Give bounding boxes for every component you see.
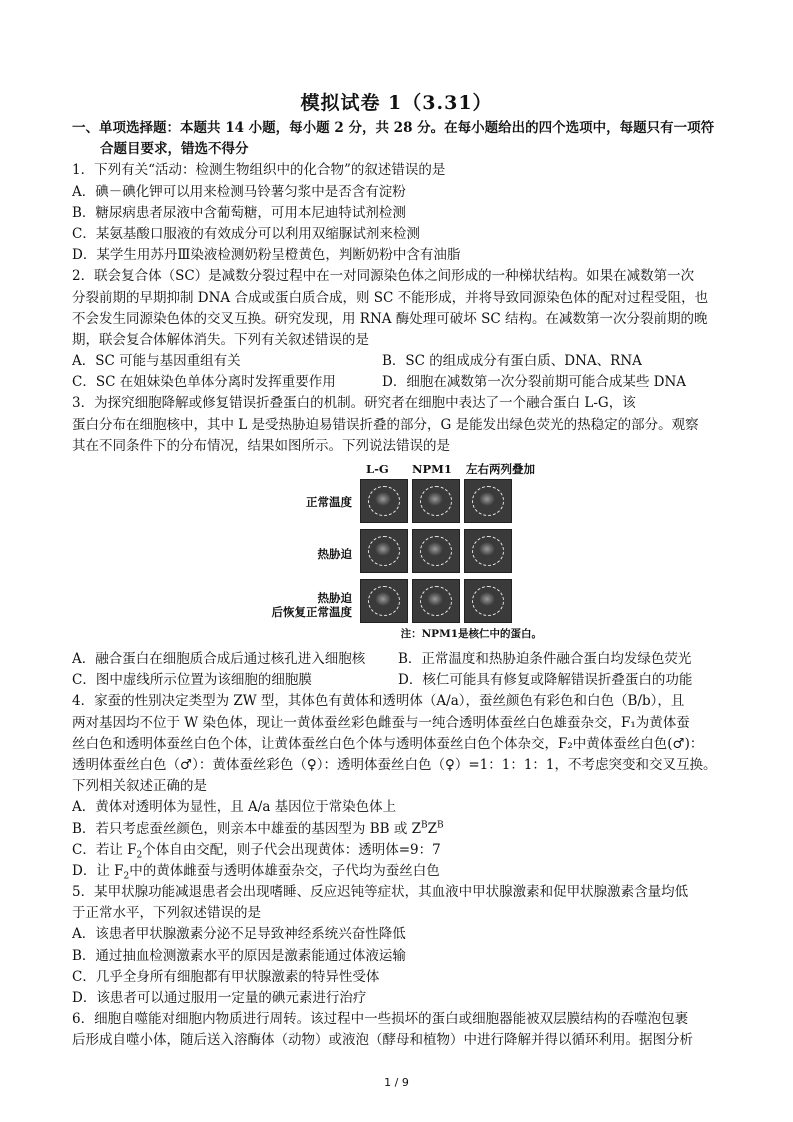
cell-image (412, 579, 460, 623)
fig-note: 注：NPM1是核仁中的蛋白。 (400, 627, 542, 640)
cell-image (360, 579, 408, 623)
q3-stem-line1: 3．为探究细胞降解或修复错误折叠蛋白的机制。研究者在细胞中表达了一个融合蛋白 L-G，该 (72, 395, 636, 412)
q6-stem-line2: 后形成自噬小体，随后送入溶酶体（动物）或液泡（酵母和植物）中进行降解并得以循环利用。据图分析 (72, 1032, 693, 1049)
page-title: 模拟试卷 1（3.31） (300, 92, 493, 114)
q1-option-d: D．某学生用苏丹Ⅲ染液检测奶粉呈橙黄色，判断奶粉中含有油脂 (72, 247, 461, 264)
q1-option-c: C．某氨基酸口服液的有效成分可以利用双缩脲试剂来检测 (72, 225, 420, 242)
q3-options-cd (72, 670, 724, 691)
q4-option-a: A．黄体对透明体为显性，且 A/a 基因位于常染色体上 (72, 799, 397, 816)
q2-stem-line3: 不会发生同源染色体的交叉互换。研究发现，用 RNA 酶处理可破坏 SC 结构。在减数第一次分裂前期的晚 (72, 310, 708, 327)
q5-option-a: A．该患者甲状腺激素分泌不足导致神经系统兴奋性降低 (72, 926, 406, 943)
cell-image (360, 529, 408, 573)
q5-option-d: D．该患者可以通过服用一定量的碘元素进行治疗 (72, 990, 367, 1006)
q3-stem-line2: 蛋白分布在细胞核中，其中 L 是受热胁迫易错误折叠的部分，G 是能发出绿色荧光的热稳定的部分。观察 (72, 416, 699, 433)
q2-stem-line2: 分裂前期的早期抑制 DNA 合成或蛋白质合成，则 SC 不能形成，并将导致同源染色体的配对过程受阻，也 (72, 289, 709, 306)
q3-options-ab (72, 649, 724, 670)
page-number: 1 / 9 (384, 1076, 409, 1089)
cell-image (464, 479, 512, 523)
q6-stem-line1: 6．细胞自噬能对细胞内物质进行周转。该过程中一些损坏的蛋白或细胞器能被双层膜结构的吞噬泡包裹 (72, 1011, 689, 1028)
fig-col-npm1: NPM1 (412, 462, 452, 476)
q3-option-d: D．核仁可能具有修复或降解错误折叠蛋白的功能 (398, 672, 693, 689)
q4-stem-line2: 两对基因均不位于 W 染色体，现让一黄体蚕丝彩色雌蚕与一纯合透明体蚕丝白色雄蚕杂交，F₁为黄体蚕 (72, 714, 690, 731)
cell-image (360, 479, 408, 523)
q3-option-b: B．正常温度和热胁迫条件融合蛋白均发绿色荧光 (398, 651, 692, 667)
q2-option-a: A．SC 可能与基因重组有关 (72, 353, 241, 370)
section-heading: 一、单项选择题：本题共 14 小题，每小题 2 分，共 28 分。在每小题给出的四个选项中，每题只有一项符 (72, 120, 715, 136)
q1-option-a: A．碘－碘化钾可以用来检测马铃薯匀浆中是否含有淀粉 (72, 183, 406, 200)
fig-col-lg: L-G (366, 462, 389, 476)
q4-option-d: D．让 $F_2$中的黄体雌蚕与透明体雄蚕杂交，子代均为蚕丝白色 (72, 862, 440, 882)
fig-row-recover-b: 后恢复正常温度 (271, 605, 352, 619)
cell-image (464, 579, 512, 623)
q2-options-ab (72, 351, 724, 372)
q2-stem-line1: 2．联会复合体（SC）是减数分裂过程中在一对同源染色体之间形成的一种梯状结构。如果在减数第一次 (72, 268, 695, 285)
q4-stem-line4: 透明体蚕丝白色（♂）：黄体蚕丝彩色（♀）：透明体蚕丝白色（♀）=1：1：1：1，不考虑突变和交叉互换。 (72, 756, 717, 773)
q5-option-c: C．几乎全身所有细胞都有甲状腺激素的特异性受体 (72, 968, 380, 985)
q2-option-d: D．细胞在减数第一次分裂前期可能合成某些 DNA (382, 374, 686, 391)
q3-option-c: C．图中虚线所示位置为该细胞的细胞膜 (72, 672, 312, 689)
q4-stem-line3: 丝白色和透明体蚕丝白色个体，让黄体蚕丝白色个体与透明体蚕丝白色个体杂交，F₂中黄体蚕丝白色(♂)： (72, 735, 704, 752)
cell-image (464, 529, 512, 573)
q4-stem-line5: 下列相关叙述正确的是 (72, 778, 207, 795)
q1-option-b: B．糖尿病患者尿液中含葡萄糖，可用本尼迪特试剂检测 (72, 204, 406, 221)
q2-stem-line4: 期，联会复合体解体消失。下列有关叙述错误的是 (72, 331, 369, 348)
q2-option-c: C．SC 在姐妹染色单体分离时发挥重要作用 (72, 374, 336, 391)
exam-body (72, 118, 724, 1052)
q3-option-a: A．融合蛋白在细胞质合成后通过核孔进入细胞核 (72, 651, 366, 667)
q3-figure (72, 457, 724, 649)
q5-stem-line2: 于正常水平，下列叙述错误的是 (72, 905, 261, 922)
q4-option-c: C．若让 $F_2$个体自由交配，则子代会出现黄体：透明体=9：7 (72, 841, 441, 861)
fig-row-normal: 正常温度 (306, 495, 352, 509)
q2-options-cd (72, 372, 724, 393)
fig-row-recover-a: 热胁迫 (317, 591, 352, 605)
cell-image (412, 529, 460, 573)
q1-stem: 1．下列有关“活动：检测生物组织中的化合物”的叙述错误的是 (72, 162, 446, 179)
q4-option-b: B．若只考虑蚕丝颜色，则亲本中雄蚕的基因型为 BB 或 $Z^BZ^B$ (72, 820, 444, 837)
q3-stem-line3: 其在不同条件下的分布情况，结果如图所示。下列说法错误的是 (72, 437, 450, 454)
q5-stem-line1: 5．某甲状腺功能减退患者会出现嗜睡、反应迟钝等症状，其血液中甲状腺激素和促甲状腺激素含量均低 (72, 884, 689, 901)
q2-option-b: B．SC 的组成成分有蛋白质、DNA、RNA (382, 353, 642, 370)
cell-image (412, 479, 460, 523)
q4-stem-line1: 4．家蚕的性别决定类型为 ZW 型，其体色有黄体和透明体（A/a），蚕丝颜色有彩色和白色（B/b），且 (72, 693, 685, 710)
fig-col-merge: 左右两列叠加 (466, 462, 535, 476)
fig-row-heat: 热胁迫 (317, 547, 352, 561)
q5-option-b: B．通过抽血检测激素水平的原因是激素能通过体液运输 (72, 947, 406, 964)
fluorescence-micrograph (272, 459, 542, 645)
section-heading-cont: 合题目要求，错选不得分 (100, 141, 249, 158)
